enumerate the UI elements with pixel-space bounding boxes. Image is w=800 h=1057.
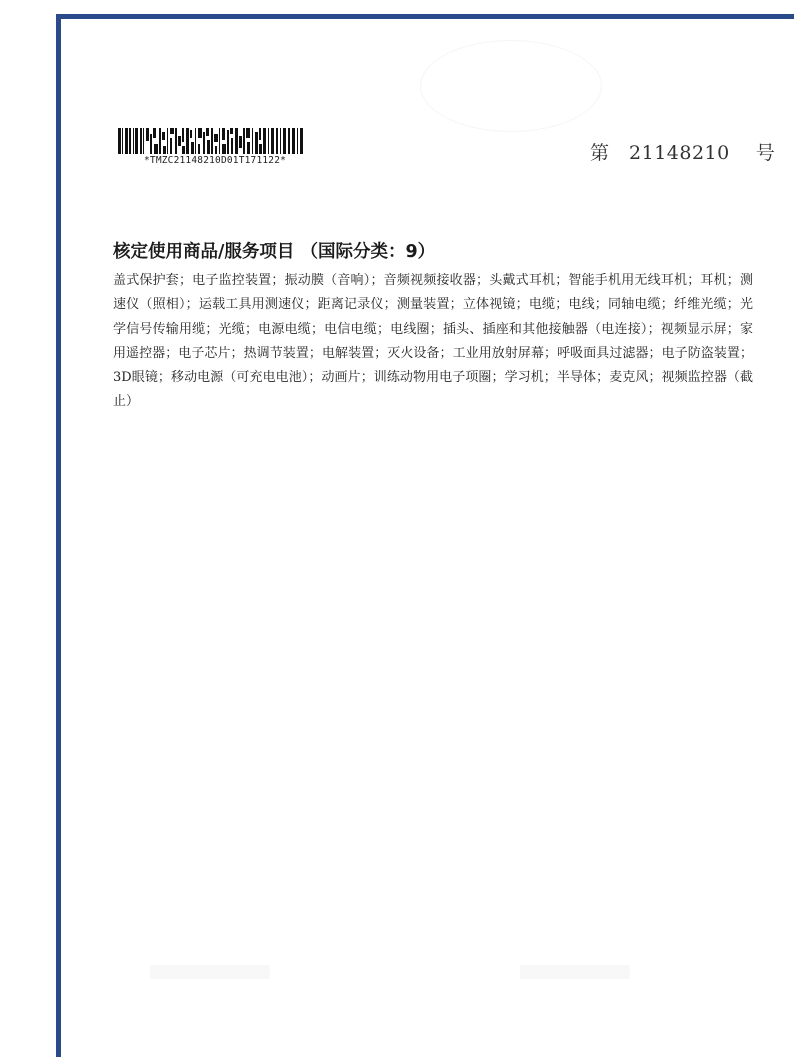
registration-suffix: 号 [755,142,775,164]
barcode-image [118,128,308,154]
registration-prefix: 第 [590,142,610,164]
faint-footer-mark-right [520,965,630,979]
barcode-block [118,128,318,166]
goods-services-list: 盖式保护套；电子监控装置；振动膜（音响）；音频视频接收器；头戴式耳机；智能手机用无线耳机；耳机；测速仪（照相）；运载工具用测速仪；距离记录仪；测量装置；立体视镜；电缆；电线；同轴电缆；纤维光缆；光学信号传输用缆；光缆；电源电缆；电信电缆；电线圈；插头、插座和其他接触器（电连接）；视频显示屏；家用遥控器；电子芯片；热调节装置；电解装置；灭火设备；工业用放射屏幕；呼吸面具过滤器；电子防盗装置；3D眼镜；移动电源（可充电电池）；动画片；训练动物用电子项圈；学习机；半导体；麦克风；视频监控器（截止） [113,273,753,410]
registration-number-value: 21148210 [629,142,730,164]
faint-seal-watermark [420,40,602,132]
registration-number [590,138,775,165]
document-page-frame [56,14,794,1057]
faint-footer-mark-left [150,965,270,979]
section-title: 核定使用商品/服务项目 （国际分类：9） [113,242,436,262]
barcode-code-text: *TMZC21148210D01T171122* [144,155,287,166]
